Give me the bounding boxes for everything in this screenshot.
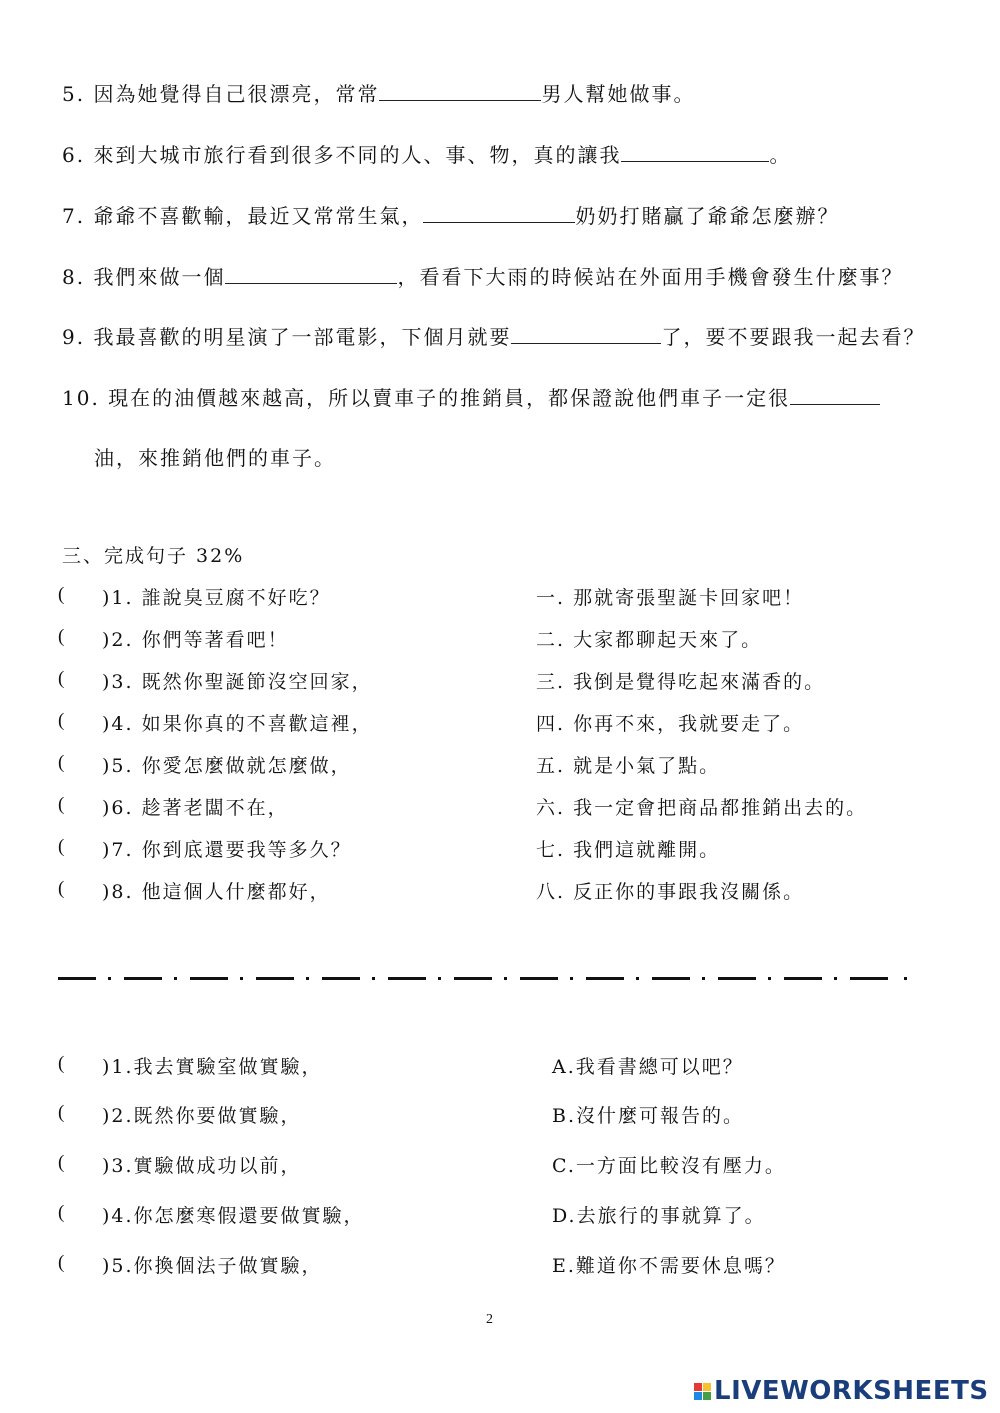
question-text: 我們來做一個 — [93, 265, 226, 289]
separator-dash — [256, 977, 294, 980]
answer-paren[interactable]: ( — [58, 584, 65, 605]
question-7 — [62, 200, 839, 229]
separator-dot — [438, 977, 441, 980]
question-text: 來到大城市旅行看到很多不同的人、事、物，真的讓我 — [93, 143, 622, 167]
separator-dash — [718, 977, 756, 980]
logo-block — [703, 1383, 711, 1391]
separator-dot — [904, 977, 907, 980]
match-item — [58, 667, 64, 690]
answer-paren[interactable]: ( — [58, 836, 65, 857]
answer-paren[interactable]: ( — [58, 794, 65, 815]
question-text: 男人幫她做事。 — [541, 82, 696, 106]
answer-paren[interactable]: ( — [58, 1252, 65, 1273]
match-item-text: )5. 你愛怎麼做就怎麼做， — [102, 755, 352, 777]
match-option: 五. 就是小氣了點。 — [536, 755, 721, 777]
match-item-text: )5.你換個法子做實驗， — [102, 1255, 323, 1277]
match-option: A.我看書總可以吧？ — [552, 1056, 744, 1078]
separator-dash — [784, 977, 822, 980]
question-5 — [62, 78, 695, 107]
match-option: 七. 我們這就離開。 — [536, 839, 721, 861]
question-text: ，看看下大雨的時候站在外面用手機會發生什麼事？ — [397, 265, 904, 289]
match-option: 一. 那就寄張聖誕卡回家吧！ — [536, 587, 805, 609]
question-9 — [62, 321, 925, 350]
match-option: 六. 我一定會把商品都推銷出去的。 — [536, 797, 868, 819]
question-text: 因為她覺得自己很漂亮，常常 — [93, 82, 380, 106]
separator-dot — [504, 977, 507, 980]
match-item — [58, 877, 64, 900]
logo-block — [694, 1383, 702, 1391]
question-text: 奶奶打賭贏了爺爺怎麼辦？ — [575, 204, 840, 228]
separator-dot — [636, 977, 639, 980]
match-item — [58, 625, 64, 648]
match-option: D.去旅行的事就算了。 — [552, 1205, 766, 1227]
separator-dash — [652, 977, 690, 980]
separator-dash — [586, 977, 624, 980]
answer-paren[interactable]: ( — [58, 626, 65, 647]
question-text: 現在的油價越來越高，所以賣車子的推銷員，都保證說他們車子一定很 — [108, 386, 791, 410]
separator-dash — [58, 977, 96, 980]
separator-dot — [570, 977, 573, 980]
separator-dot — [240, 977, 243, 980]
liveworksheets-logo — [694, 1376, 989, 1406]
match-item — [58, 751, 64, 774]
answer-paren[interactable]: ( — [58, 668, 65, 689]
answer-paren[interactable]: ( — [58, 1202, 65, 1223]
separator-dot — [306, 977, 309, 980]
match-option: 三. 我倒是覺得吃起來滿香的。 — [536, 671, 826, 693]
question-number: 9. — [62, 325, 86, 349]
question-text: 了，要不要跟我一起去看？ — [661, 325, 926, 349]
match-option: 二. 大家都聊起天來了。 — [536, 629, 763, 651]
question-8 — [62, 261, 903, 290]
logo-text: LIVEWORKSHEETS — [714, 1376, 989, 1406]
logo-blocks-icon — [694, 1383, 714, 1401]
question-number: 5. — [62, 82, 86, 106]
logo-block — [703, 1392, 711, 1400]
answer-blank[interactable] — [790, 382, 880, 405]
separator-dash — [388, 977, 426, 980]
question-number: 10. — [62, 386, 100, 410]
question-text: 。 — [769, 143, 792, 167]
answer-paren[interactable]: ( — [58, 710, 65, 731]
match-item — [58, 1251, 64, 1274]
question-6 — [62, 139, 791, 168]
match-item — [58, 1201, 64, 1224]
separator-dot — [108, 977, 111, 980]
separator-dot — [372, 977, 375, 980]
match-item-text: )4.你怎麼寒假還要做實驗， — [102, 1205, 365, 1227]
match-option: 八. 反正你的事跟我沒關係。 — [536, 881, 805, 903]
question-10-continued — [94, 442, 336, 471]
question-text: 爺爺不喜歡輸，最近又常常生氣， — [93, 204, 424, 228]
answer-blank[interactable] — [379, 78, 541, 101]
question-number: 8. — [62, 265, 86, 289]
separator-dash — [850, 977, 888, 980]
match-option: B.沒什麼可報告的。 — [552, 1105, 745, 1127]
separator-dot — [834, 977, 837, 980]
match-item-text: )8. 他這個人什麼都好， — [102, 881, 331, 903]
answer-blank[interactable] — [423, 200, 575, 223]
answer-paren[interactable]: ( — [58, 752, 65, 773]
separator-dash — [520, 977, 558, 980]
answer-blank[interactable] — [621, 139, 769, 162]
match-option: C.一方面比較沒有壓力。 — [552, 1155, 786, 1177]
match-item-text: )6. 趁著老闆不在， — [102, 797, 289, 819]
answer-paren[interactable]: ( — [58, 878, 65, 899]
question-text: 我最喜歡的明星演了一部電影，下個月就要 — [93, 325, 512, 349]
separator-dash — [322, 977, 360, 980]
match-item-text: )4. 如果你真的不喜歡這裡， — [102, 713, 373, 735]
match-item-text: )1.我去實驗室做實驗， — [102, 1056, 323, 1078]
match-item-text: )7. 你到底還要我等多久？ — [102, 839, 352, 861]
separator-dot — [702, 977, 705, 980]
match-item-text: )2.既然你要做實驗， — [102, 1105, 302, 1127]
answer-paren[interactable]: ( — [58, 1152, 65, 1173]
answer-paren[interactable]: ( — [58, 1102, 65, 1123]
question-number: 7. — [62, 204, 86, 228]
answer-blank[interactable] — [225, 261, 397, 284]
separator-dot — [768, 977, 771, 980]
separator-dash — [190, 977, 228, 980]
question-number: 6. — [62, 143, 86, 167]
logo-block — [694, 1392, 702, 1400]
answer-paren[interactable]: ( — [58, 1053, 65, 1074]
match-item — [58, 1101, 64, 1124]
match-item-text: )2. 你們等著看吧！ — [102, 629, 289, 651]
match-item — [58, 709, 64, 732]
match-item — [58, 583, 64, 606]
question-text: 油，來推銷他們的車子。 — [94, 446, 336, 470]
match-item-text: )1. 誰說臭豆腐不好吃？ — [102, 587, 331, 609]
answer-blank[interactable] — [511, 321, 661, 344]
match-item — [58, 835, 64, 858]
match-item-text: )3. 既然你聖誕節沒空回家， — [102, 671, 373, 693]
separator-dash — [454, 977, 492, 980]
match-option: E.難道你不需要休息嗎？ — [552, 1255, 786, 1277]
match-item — [58, 1151, 64, 1174]
separator-dot — [174, 977, 177, 980]
match-item — [58, 1052, 64, 1075]
match-item-text: )3.實驗做成功以前， — [102, 1155, 302, 1177]
page-number: 2 — [486, 1312, 493, 1327]
separator-dash — [124, 977, 162, 980]
match-option: 四. 你再不來，我就要走了。 — [536, 713, 805, 735]
question-10 — [62, 382, 880, 411]
match-item — [58, 793, 64, 816]
section-title: 三、完成句子 32% — [62, 545, 245, 567]
